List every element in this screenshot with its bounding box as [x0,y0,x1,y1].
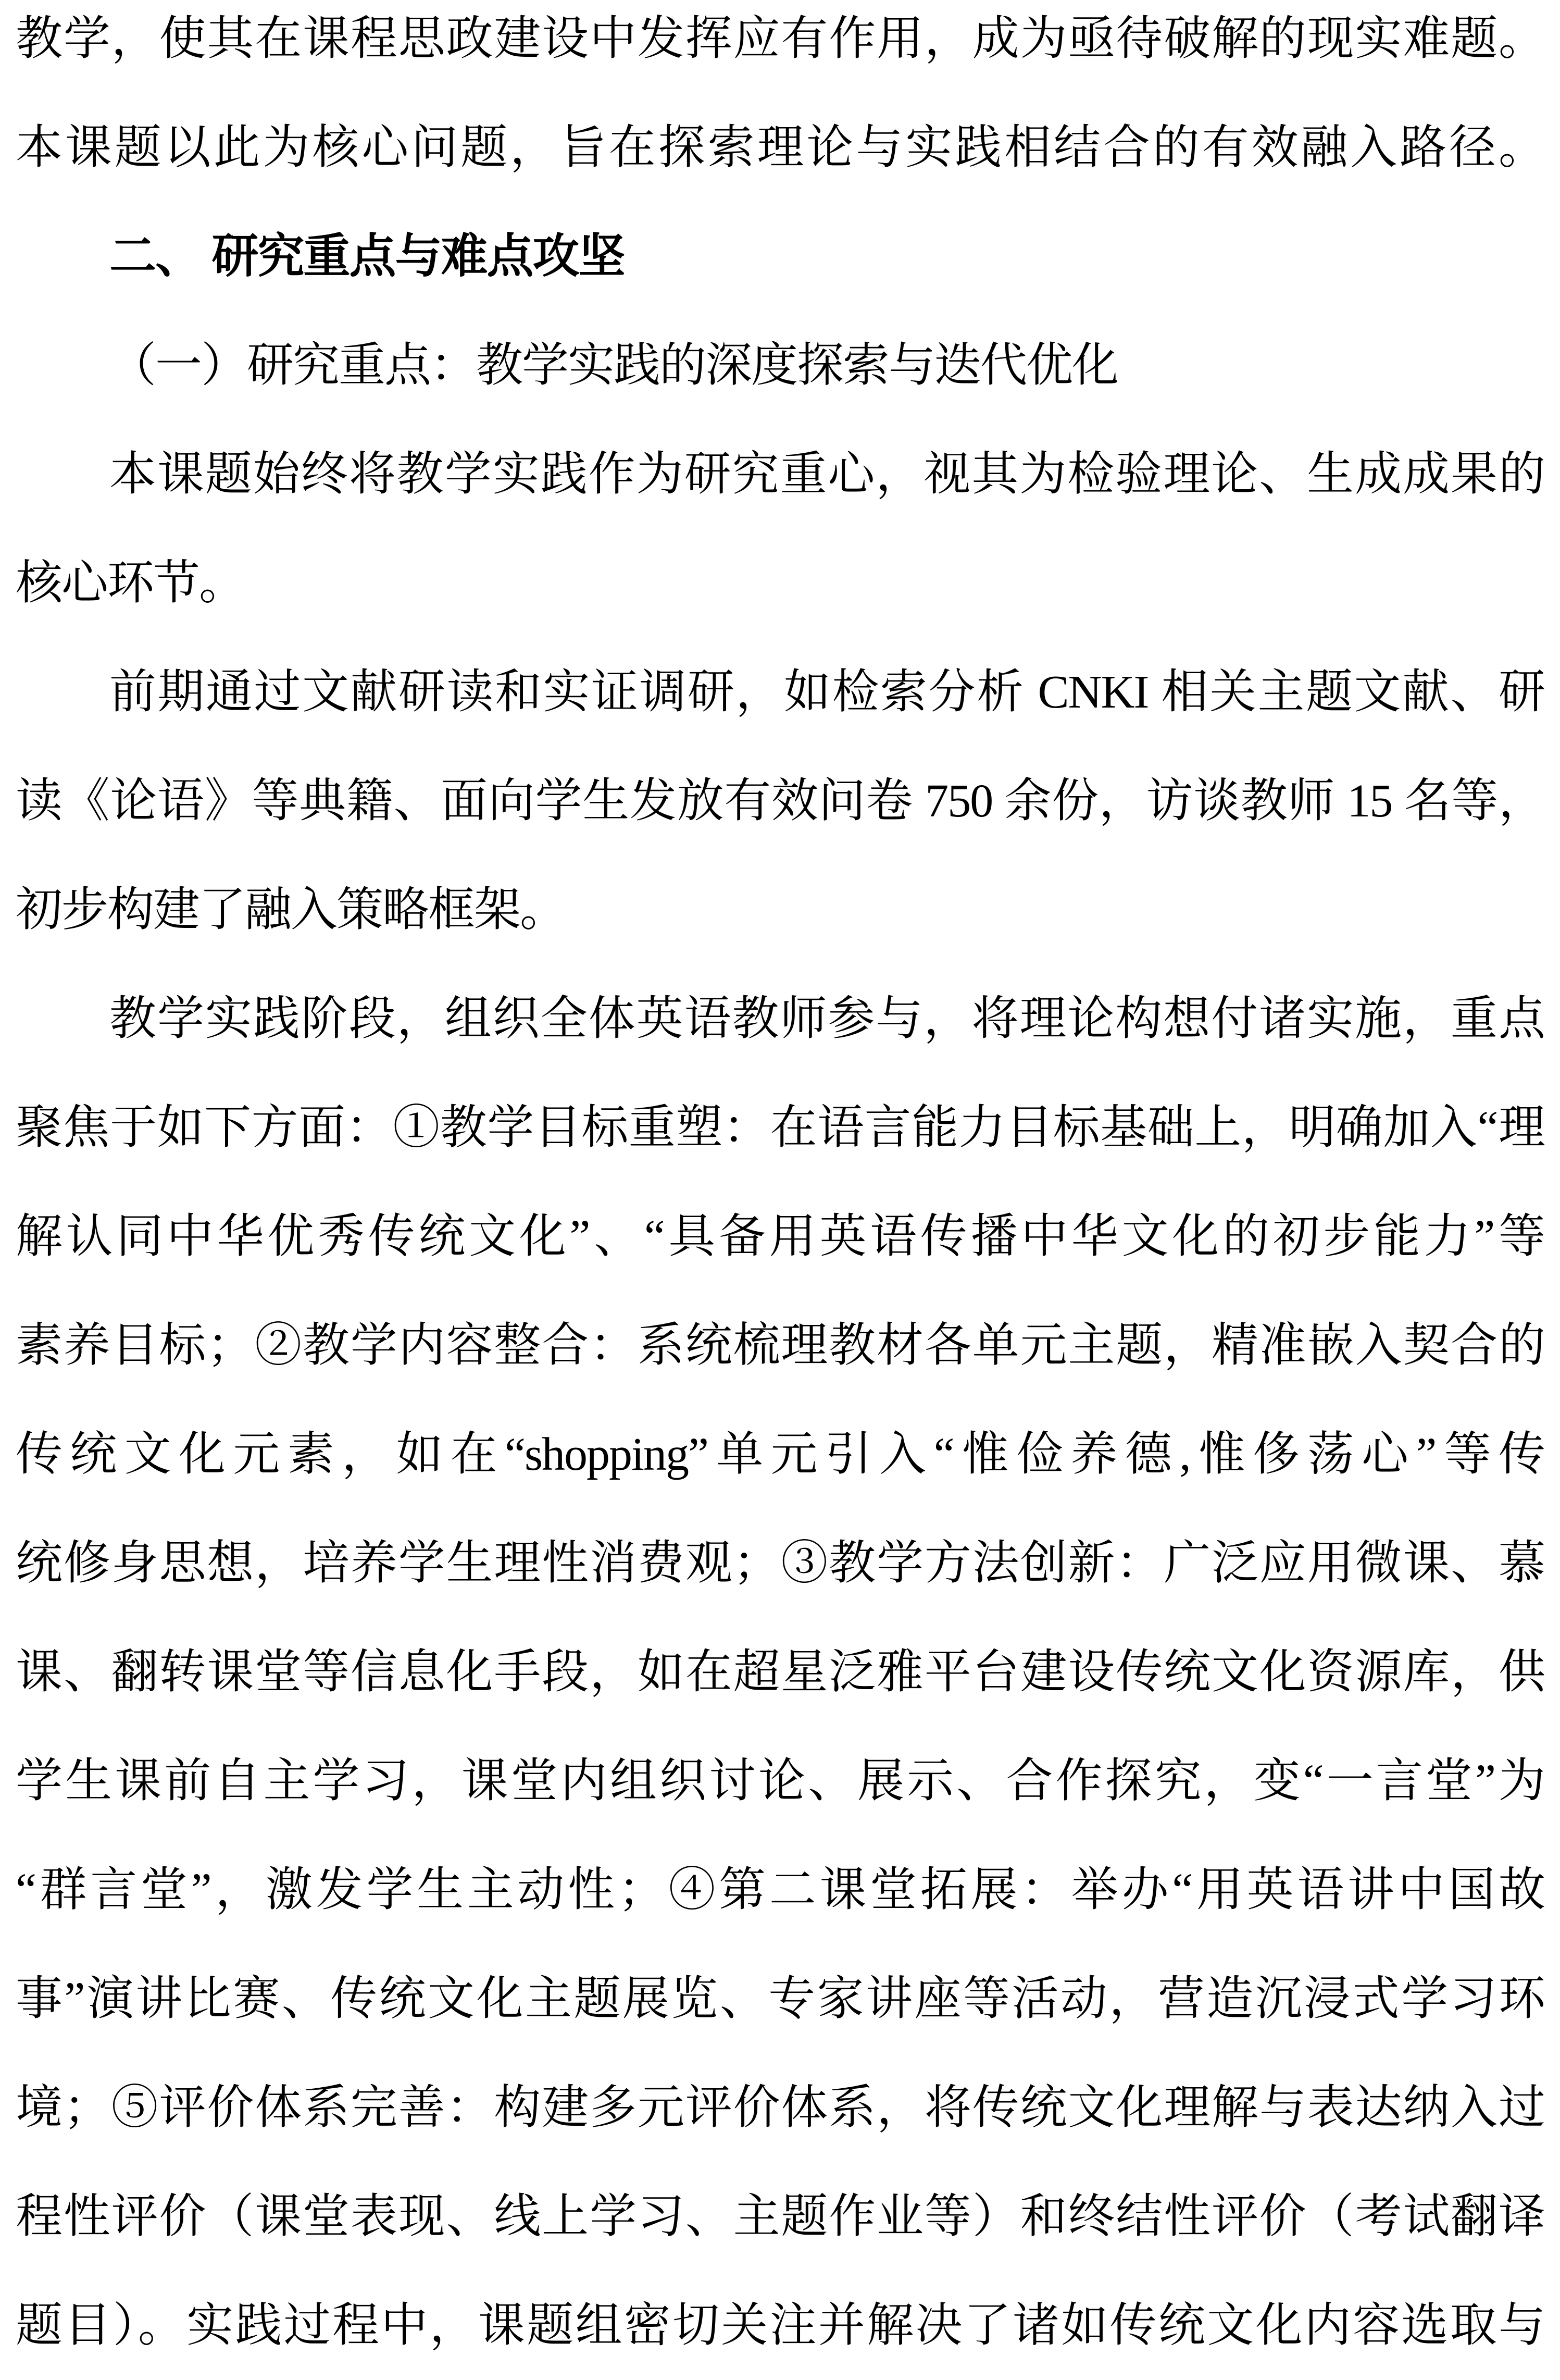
body-line: 教学实践阶段，组织全体英语教师参与，将理论构想付诸实施，重点 [109,993,1544,1045]
body-line: 事”演讲比赛、传统文化主题展览、专家讲座等活动，营造沉浸式学习环 [16,1973,1544,2025]
body-line: 统修身思想，培养学生理性消费观；③教学方法创新：广泛应用微课、慕 [16,1538,1544,1589]
body-line: 境；⑤评价体系完善：构建多元评价体系，将传统文化理解与表达纳入过 [16,2082,1544,2134]
document-page [16,0,1544,2380]
body-line: 教学，使其在课程思政建设中发挥应有作用，成为亟待破解的现实难题。 [16,13,1544,65]
body-line: 读《论语》等典籍、面向学生发放有效问卷 750 余份，访谈教师 15 名等， [16,775,1544,827]
body-line: 学生课前自主学习，课堂内组织讨论、展示、合作探究，变“一言堂”为 [16,1755,1544,1807]
body-line: 本课题以此为核心问题，旨在探索理论与实践相结合的有效融入路径。 [16,122,1544,173]
body-line: “群言堂”，激发学生主动性；④第二课堂拓展：举办“用英语讲中国故 [16,1864,1544,1916]
subsection-heading: （一）研究重点：教学实践的深度探索与迭代优化 [109,340,1118,391]
body-line: 本课题始终将教学实践作为研究重心，视其为检验理论、生成成果的 [109,449,1544,500]
body-line: 程性评价（课堂表现、线上学习、主题作业等）和终结性评价（考试翻译 [16,2191,1544,2242]
body-line: 聚焦于如下方面：①教学目标重塑：在语言能力目标基础上，明确加入“理 [16,1102,1544,1154]
body-line: 传统文化元素，如在“shopping”单元引入“惟俭养德,惟侈荡心”等传 [16,1429,1544,1480]
body-line: 初步构建了融入策略框架。 [16,884,566,936]
body-line: 题目）。实践过程中，课题组密切关注并解决了诸如传统文化内容选取与 [16,2300,1544,2351]
body-line: 素养目标；②教学内容整合：系统梳理教材各单元主题，精准嵌入契合的 [16,1320,1544,1371]
body-line: 解认同中华优秀传统文化”、“具备用英语传播中华文化的初步能力”等 [16,1211,1544,1262]
body-line: 课、翻转课堂等信息化手段，如在超星泛雅平台建设传统文化资源库，供 [16,1646,1544,1698]
body-line: 前期通过文献研读和实证调研，如检索分析 CNKI 相关主题文献、研 [109,666,1544,718]
section-heading: 二、 研究重点与难点攻坚 [109,231,625,282]
body-line: 核心环节。 [16,557,245,609]
